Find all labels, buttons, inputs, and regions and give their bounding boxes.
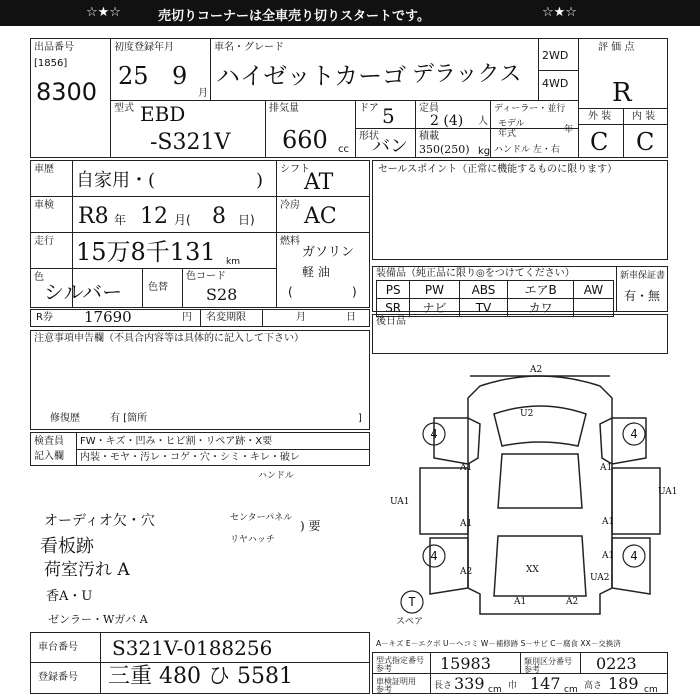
recycle-value: 17690 [84, 308, 132, 326]
type-value: 15983 [440, 654, 491, 673]
lot-sub: [1856] [34, 58, 68, 69]
name-change-day: 日 [346, 312, 356, 323]
equip-tv: TV [459, 299, 508, 317]
equip-label: 装備品（純正品に限り◎をつけてください） [376, 268, 575, 279]
remark-line-1d: ) 要 [300, 519, 321, 533]
reg-month-unit: 月 [198, 88, 208, 99]
chassis-value: S321V-0188256 [112, 636, 273, 660]
equip-empty [573, 299, 613, 317]
score-int-label: 内 装 [632, 111, 656, 122]
model-code1: EBD [140, 102, 186, 126]
svg-text:T: T [408, 595, 416, 609]
plate-value: 三重 480 ひ 5581 [108, 664, 293, 689]
equip-leather: カワ [508, 299, 573, 317]
svg-text:4: 4 [630, 427, 638, 441]
shaken-year: R8 [78, 204, 109, 229]
lot-label: 出品番号 [34, 42, 74, 53]
door-value: 5 [382, 104, 395, 128]
reg-month: 9 [172, 62, 188, 90]
inspector-label: 検査員 [34, 436, 64, 447]
name-change-label: 名変期限 [206, 312, 246, 323]
remark-line-1b: センターパネル [230, 513, 293, 523]
car-diagram [390, 358, 690, 636]
cert-ref: 参考 [376, 685, 392, 694]
ac-value: AC [304, 204, 337, 229]
car-grade: デラックス [412, 62, 522, 87]
width-unit: cm [564, 685, 578, 695]
class-value: 0223 [596, 654, 637, 673]
score-ext: C [590, 128, 609, 156]
damage-legend: A－キズ E－エクボ U－ヘコミ W－補修跡 S－サビ C－腐食 XX－交換済 [376, 639, 621, 648]
equip-aw: AW [573, 281, 613, 299]
diagram-label-a1-right-rear2: A1 [602, 551, 615, 561]
color-label: 色 [34, 272, 44, 283]
repair-label: 修復歴 [50, 413, 80, 424]
reg-label: 初度登録年月 [114, 42, 174, 53]
banner-title: 売切りコーナーは全車売り切りスタートです。 [158, 9, 430, 24]
shaken-month: 12 [140, 204, 168, 229]
equip-navi: ナビ [410, 299, 459, 317]
diagram-label-a2-left: A2 [460, 567, 473, 577]
banner-stars-right: ☆★☆ [542, 5, 577, 20]
body-value: バン [372, 136, 408, 157]
length-unit: cm [488, 685, 502, 695]
equip-airbag: エアB [508, 281, 573, 299]
svg-text:4: 4 [630, 549, 638, 563]
after-items-box [372, 314, 668, 354]
height-label: 高さ [584, 681, 603, 691]
diagram-label-ua2: UA2 [590, 573, 610, 583]
diagram-label-a1-left-rear: A1 [460, 519, 473, 529]
new-warranty-label: 新車保証書 [620, 271, 666, 281]
width-label: 巾 [508, 681, 518, 691]
plate-label: 登録番号 [38, 672, 78, 683]
remark-line-5: ゼンラー・Wガバ A [48, 613, 148, 626]
mileage-label: 走行 [34, 236, 54, 247]
fuel-label: 燃料 [280, 236, 300, 247]
mileage-value: 15万8千131 [76, 238, 216, 266]
diagram-label-a2-front: A2 [530, 365, 543, 375]
seats-value: 2 (4) [430, 113, 464, 129]
model-label: 型式 [114, 103, 134, 114]
shaken-day: 8 [212, 204, 226, 229]
fuel-paren-right: ) [352, 285, 357, 299]
equip-abs: ABS [459, 281, 508, 299]
drive-4wd: 4WD [542, 77, 569, 90]
seats-unit: 人 [478, 116, 488, 127]
after-label: 後日品 [376, 316, 406, 327]
history-close: ) [256, 170, 264, 191]
length-label: 長さ [434, 681, 453, 691]
class-label: 類別区分番号 [524, 657, 572, 666]
inspector-label-2: 記入欄 [34, 451, 64, 462]
lot-number: 8300 [36, 78, 98, 106]
remark-line-1: オーディオ欠・穴 [44, 513, 155, 529]
top-section [30, 38, 668, 158]
equip-ps: PS [377, 281, 410, 299]
model-code2: -S321V [150, 130, 231, 155]
height-unit: cm [644, 685, 658, 695]
recycle-unit: 円 [182, 312, 192, 323]
diagram-label-u2: U2 [520, 409, 534, 419]
handle-label: ハンドル 左・右 [494, 145, 560, 155]
history-value: 自家用・( [76, 170, 156, 191]
score-value: R [612, 78, 632, 108]
body-label: 形状 [359, 131, 379, 142]
inspect-row-exterior: FW・キズ・凹み・ヒビ割・リペア跡・X要 [80, 436, 273, 447]
inspect-note: ハンドル [258, 471, 295, 481]
svg-text:4: 4 [430, 549, 438, 563]
diagram-label-ua1-right: UA1 [658, 487, 678, 497]
equipment-table [376, 280, 614, 317]
color-value: シルバー [44, 280, 123, 304]
car-name: ハイゼットカーゴ [216, 62, 407, 90]
car-label: 車名・グレード [214, 42, 284, 53]
dealer-label: ディーラー・並行 [494, 104, 566, 114]
remark-line-4: 香A・U [46, 589, 93, 604]
score-ext-label: 外 装 [588, 111, 612, 122]
score-label: 評 価 点 [598, 42, 635, 53]
shaken-label: 車検 [34, 200, 54, 211]
color-code: S28 [206, 285, 238, 304]
history-label: 車歴 [34, 164, 54, 175]
reg-year: 25 [118, 62, 149, 90]
svg-text:4: 4 [430, 427, 438, 441]
load-value: 350(250) [419, 143, 470, 156]
height-value: 189 [608, 674, 639, 693]
model-year-label: モデル [498, 119, 525, 129]
color-change-label: 色替 [148, 282, 168, 293]
drive-2wd: 2WD [542, 49, 569, 62]
type-ref: 参考 [376, 664, 392, 673]
engine-label: 排気量 [269, 103, 299, 114]
type-label: 型式指定番号 [376, 656, 424, 665]
diagram-label-a2-rear: A2 [566, 597, 579, 607]
remark-line-1c: リヤハッチ [230, 535, 275, 545]
cert-label: 車検証明用 [376, 677, 416, 686]
fuel-diesel: 軽 油 [302, 265, 330, 279]
shaken-month-unit: 月( [174, 213, 191, 227]
repair-value: 有 [箇所 [110, 413, 148, 424]
notes-label: 注意事項申告欄（不具合内容等は具体的に記入して下さい） [34, 333, 304, 344]
remark-line-3: 荷室汚れ A [44, 560, 130, 580]
banner-stars-left: ☆★☆ [86, 5, 121, 20]
color-code-label: 色コード [186, 271, 226, 282]
name-change-month: 月 [296, 312, 306, 323]
diagram-label-a1-right: A1 [600, 463, 613, 473]
score-int: C [636, 128, 655, 156]
notes-box [30, 330, 370, 430]
shaken-day-unit: 日) [238, 213, 255, 227]
diagram-label-xx: XX [526, 565, 539, 575]
load-label: 積載 [419, 131, 439, 142]
shift-label: シフト [280, 164, 310, 175]
fuel-gasoline: ガソリン [302, 245, 355, 260]
remark-line-2: 看板跡 [40, 536, 94, 557]
recycle-label: R券 [36, 312, 53, 323]
length-value: 339 [454, 674, 485, 693]
inspect-row-interior: 内装・モヤ・汚レ・コゲ・穴・シミ・キレ・破レ [80, 452, 300, 463]
year-label: 年式 [498, 129, 517, 139]
ac-label: 冷房 [280, 200, 300, 211]
sales-label: セールスポイント（正常に機能するものに限ります） [378, 164, 618, 175]
shift-value: AT [304, 170, 334, 195]
mileage-unit: km [226, 257, 240, 267]
diagram-label-a1-left: A1 [460, 463, 473, 473]
class-ref: 参考 [524, 665, 540, 674]
shaken-year-unit: 年 [114, 213, 127, 227]
banner [0, 0, 700, 26]
chassis-label: 車台番号 [38, 642, 78, 653]
diagram-label-a1-right-rear: A1 [602, 517, 615, 527]
equip-pw: PW [410, 281, 459, 299]
year-unit: 年 [564, 125, 574, 135]
width-value: 147 [530, 674, 561, 693]
equip-sr: SR [377, 299, 410, 317]
engine-value: 660 [282, 126, 328, 154]
new-warranty-value: 有・無 [624, 289, 661, 303]
diagram-spare: スペア [396, 617, 424, 627]
fuel-paren-left: ( [288, 285, 293, 299]
seats-label: 定員 [419, 103, 439, 114]
load-unit: kg [478, 146, 491, 157]
engine-unit: cc [338, 144, 349, 155]
door-label: ドア [359, 103, 379, 114]
diagram-label-ua1-left: UA1 [390, 497, 410, 507]
diagram-label-a1-rear: A1 [514, 597, 527, 607]
